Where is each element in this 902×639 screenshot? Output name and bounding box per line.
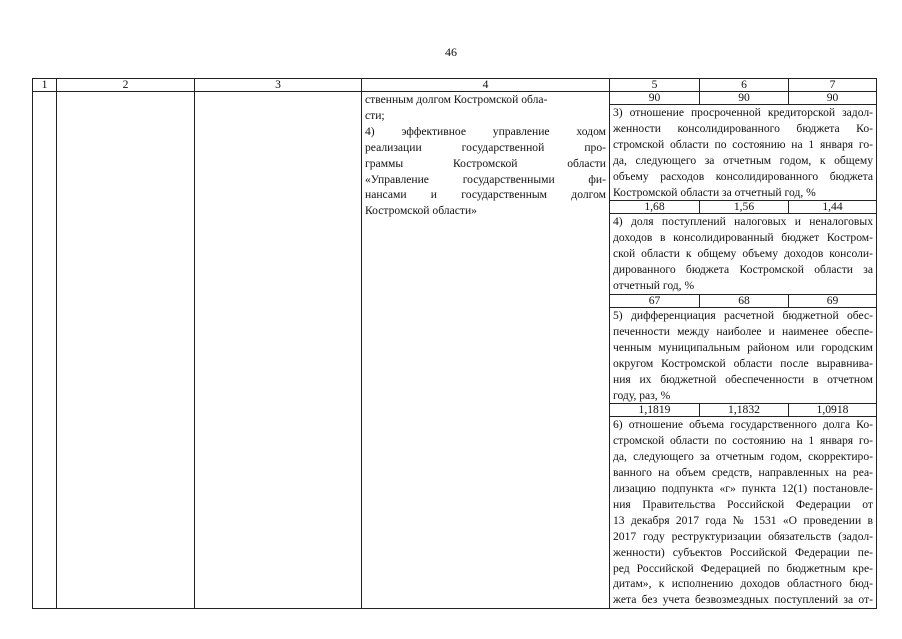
value-cell: 1,1832 — [700, 404, 789, 417]
indicator-line: округом Костромской области после выравнива- — [613, 356, 873, 370]
goal-line: граммы Костромской области — [365, 156, 606, 170]
column-number-3: 3 — [195, 79, 362, 92]
goal-line: нансами и государственным долгом — [365, 188, 606, 202]
indicator-4-description — [610, 214, 877, 295]
indicator-line: Костромской области за отчетный год, % — [613, 185, 816, 199]
indicator-line: дированного бюджета Костромской области за — [613, 263, 873, 277]
indicator-line: 2017 году реструктуризации обязательств (задол- — [613, 529, 873, 543]
indicator-5-description — [610, 307, 877, 403]
column-number-5: 5 — [610, 79, 700, 92]
indicator-line: объему расходов консолидированного бюджета — [613, 169, 873, 183]
indicator-6-description — [610, 417, 877, 609]
indicator-line: ванного на объем средств, направленных на реа- — [613, 466, 873, 480]
column-number-1: 1 — [33, 79, 57, 92]
indicator-line: ченным муниципальным районом или городским — [613, 340, 873, 354]
indicator-line: лизацию подпункта «г» пункта 12(1) постановле- — [613, 482, 873, 496]
indicators-table — [32, 78, 877, 609]
value-cell: 90 — [789, 92, 877, 105]
indicator-line: стромской области по состоянию на 1 января го- — [613, 137, 873, 151]
indicator-line: 3) отношение просроченной кредиторской задол- — [613, 106, 873, 119]
value-cell: 1,0918 — [789, 404, 877, 417]
indicator-line: доходов в консолидированный бюджет Костром- — [613, 231, 873, 245]
value-cell: 69 — [789, 294, 877, 307]
value-cell: 1,44 — [789, 201, 877, 214]
indicator-line: ния их бюджетной обеспеченности в отчетном — [613, 372, 873, 386]
column-number-row — [33, 79, 877, 92]
indicator-line: дитам», к исполнению доходов областного бюд- — [613, 577, 873, 591]
indicator-3-description — [610, 105, 877, 201]
column-number-4: 4 — [362, 79, 610, 92]
indicator-line: ред Российской Федерацией по бюджетным кре- — [613, 561, 873, 575]
indicator-line: стромской области по состоянию на 1 января го- — [613, 434, 873, 448]
goal-line: «Управление государственными фи- — [365, 172, 606, 186]
indicator-line: да, следующего за отчетным годом, к общему — [613, 153, 873, 167]
goal-line: реализации государственной про- — [365, 140, 606, 154]
indicator-line: отчетный год, % — [613, 279, 695, 293]
indicator-line: женности консолидированного бюджета Ко- — [613, 121, 873, 135]
value-cell: 67 — [610, 294, 700, 307]
col-1-cell — [33, 92, 57, 609]
page-number: 46 — [445, 45, 457, 59]
table-row — [33, 92, 877, 105]
goal-line: ственным долгом Костромской обла- — [365, 93, 548, 106]
indicator-line: женности) субъектов Российской Федерации пе- — [613, 545, 873, 559]
goal-line: сти; — [365, 108, 385, 122]
column-number-7: 7 — [789, 79, 877, 92]
indicator-line: году, раз, % — [613, 388, 671, 402]
indicator-line: 6) отношение объема государственного долга Ко- — [613, 418, 873, 432]
indicator-line: 5) дифференциация расчетной бюджетной обес- — [613, 308, 873, 322]
indicator-line: жета без учета безвозмездных поступлений за от- — [613, 593, 873, 607]
indicator-line: ния Правительства Российской Федерации от — [613, 497, 873, 511]
goal-line: 4) эффективное управление ходом — [365, 124, 606, 138]
indicator-line: 4) доля поступлений налоговых и неналоговых — [613, 215, 873, 229]
value-cell: 68 — [700, 294, 789, 307]
value-cell: 90 — [700, 92, 789, 105]
goal-cell — [362, 92, 610, 609]
column-number-2: 2 — [57, 79, 195, 92]
col-2-cell — [57, 92, 195, 609]
indicator-line: ской области к общему объему доходов консоли- — [613, 247, 873, 261]
indicator-line: да, следующего за отчетным годом, скорректиро- — [613, 450, 873, 464]
goal-line: Костромской области» — [365, 204, 477, 218]
indicator-line: печенности между наиболее и наименее обеспе- — [613, 324, 873, 338]
column-number-6: 6 — [700, 79, 789, 92]
value-cell: 1,1819 — [610, 404, 700, 417]
value-cell: 1,68 — [610, 201, 700, 214]
indicator-line: 13 декабря 2017 года № 1531 «О проведении в — [613, 513, 873, 527]
value-cell: 90 — [610, 92, 700, 105]
value-cell: 1,56 — [700, 201, 789, 214]
col-3-cell — [195, 92, 362, 609]
